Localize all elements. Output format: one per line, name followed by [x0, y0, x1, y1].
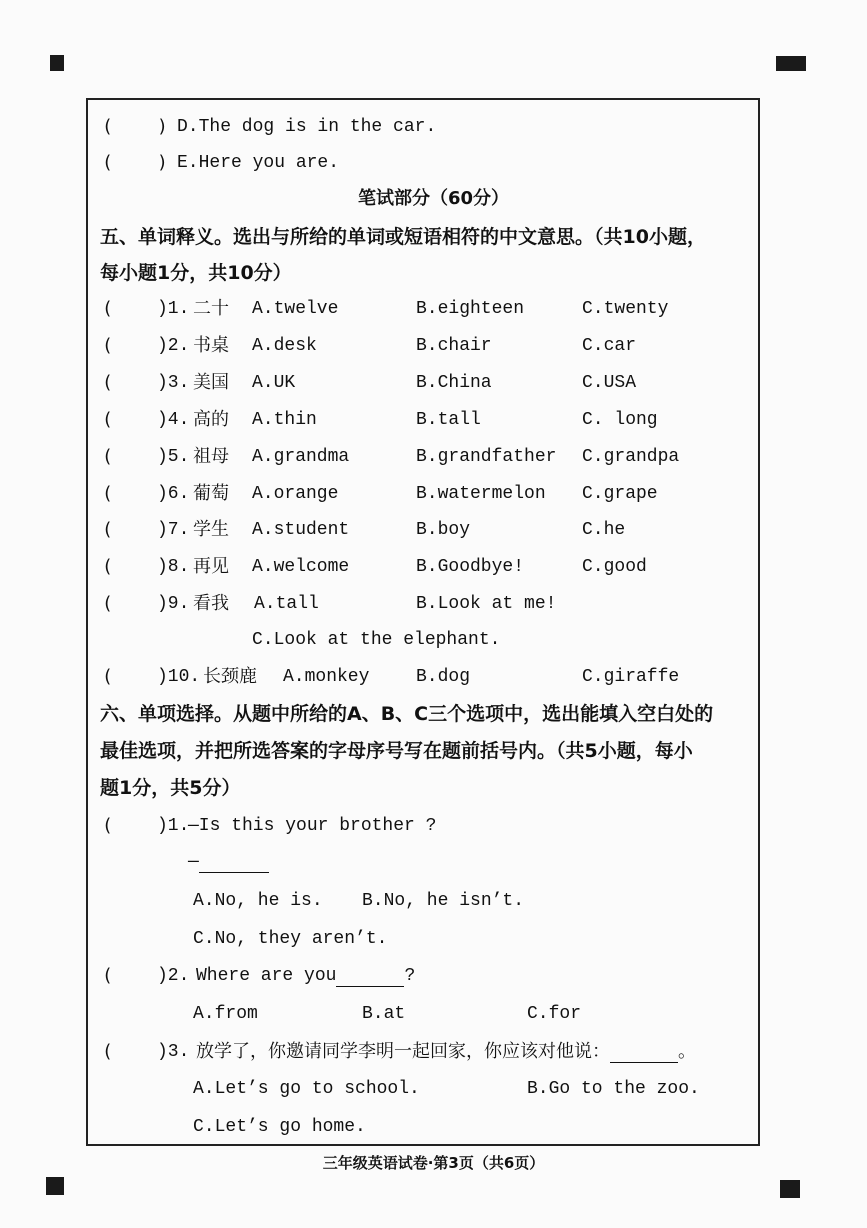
chinese-word: 长颈鹿: [203, 666, 257, 687]
option-a: A.Let’s go to school.: [193, 1079, 420, 1099]
option-c: C.good: [582, 557, 647, 577]
chinese-word: 美国: [193, 372, 229, 393]
option-b: B.Goodbye!: [416, 557, 525, 577]
option-a: A.UK: [252, 373, 296, 393]
written-part-heading: 笔试部分（60分）: [357, 188, 510, 209]
option-b: B.dog: [416, 667, 471, 687]
registration-mark-bottom-right: [780, 1180, 800, 1198]
option-c: C.Let’s go home.: [193, 1117, 366, 1137]
question-number: )9.: [157, 594, 190, 614]
answer-paren-open: (: [102, 152, 113, 173]
answer-paren-open: (: [102, 116, 113, 137]
option-b: B.eighteen: [416, 299, 525, 319]
answer-paren-open: (: [102, 593, 113, 614]
answer-blank-line: —: [188, 851, 269, 873]
option-a: A.No, he is.: [193, 891, 323, 911]
answer-paren-open: (: [102, 1041, 113, 1062]
option-c: C.grandpa: [582, 447, 680, 467]
option-d-text: D.The dog is in the car.: [177, 117, 437, 137]
answer-paren-open: (: [102, 335, 113, 356]
section5-title-line1: 五、单词释义。选出与所给的单词或短语相符的中文意思。（共10小题，: [100, 226, 706, 248]
option-c: C.he: [582, 520, 626, 540]
option-b: B.No, he isn’t.: [362, 891, 525, 911]
option-a: A.student: [252, 520, 350, 540]
chinese-word: 再见: [193, 556, 229, 577]
option-b: B.grandfather: [416, 447, 557, 467]
answer-paren-close: ): [157, 152, 168, 173]
question-number: )1.: [157, 816, 190, 836]
option-a: A.from: [193, 1004, 258, 1024]
option-b: B.tall: [416, 410, 481, 430]
chinese-word: 祖母: [193, 446, 229, 467]
chinese-word: 书桌: [193, 335, 229, 356]
option-a: A.grandma: [252, 447, 350, 467]
option-c: C.car: [582, 336, 637, 356]
registration-mark-bottom-left: [46, 1177, 64, 1195]
option-c: C.No, they aren’t.: [193, 929, 388, 949]
option-a: A.thin: [252, 410, 317, 430]
answer-paren-open: (: [102, 519, 113, 540]
option-a: A.desk: [252, 336, 317, 356]
option-a: A.orange: [252, 484, 339, 504]
question-number: )4.: [157, 410, 190, 430]
question-number: )8.: [157, 557, 190, 577]
option-c: C.Look at the elephant.: [252, 630, 501, 650]
chinese-word: 二十: [193, 298, 229, 319]
chinese-word: 葡萄: [193, 483, 229, 504]
option-a: A.monkey: [283, 667, 370, 687]
answer-paren-open: (: [102, 298, 113, 319]
section6-title-line2: 最佳选项，并把所选答案的字母序号写在题前括号内。（共5小题，每小: [100, 740, 693, 762]
question-number: )7.: [157, 520, 190, 540]
option-a: A.tall: [254, 594, 319, 614]
exam-page-frame: [86, 98, 760, 1146]
question-number: )2.: [157, 336, 190, 356]
option-e-text: E.Here you are.: [177, 153, 340, 173]
section6-title-line3: 题1分，共5分）: [100, 777, 241, 799]
answer-paren-open: (: [102, 409, 113, 430]
option-b: B.boy: [416, 520, 471, 540]
answer-paren-open: (: [102, 666, 113, 687]
section5-title-line2: 每小题1分，共10分）: [100, 262, 292, 284]
option-b: B.Go to the zoo.: [527, 1079, 700, 1099]
option-b: B.Look at me!: [416, 594, 557, 614]
option-c: C.grape: [582, 484, 658, 504]
option-c: C.for: [527, 1004, 582, 1024]
registration-mark-top-right: [776, 56, 806, 71]
question-text: —Is this your brother ?: [188, 816, 437, 836]
answer-paren-open: (: [102, 446, 113, 467]
registration-mark-top-left: [50, 55, 64, 71]
question-text: Where are you ?: [196, 966, 416, 986]
option-b: B.China: [416, 373, 492, 393]
option-b: B.chair: [416, 336, 492, 356]
option-a: A.twelve: [252, 299, 339, 319]
question-number: )5.: [157, 447, 190, 467]
chinese-word: 高的: [193, 409, 229, 430]
answer-paren-close: ): [157, 116, 168, 137]
answer-paren-open: (: [102, 483, 113, 504]
chinese-word: 学生: [193, 519, 229, 540]
question-number: )10.: [157, 667, 201, 687]
question-number: )1.: [157, 299, 190, 319]
option-c: C. long: [582, 410, 658, 430]
option-b: B.watermelon: [416, 484, 546, 504]
option-a: A.welcome: [252, 557, 350, 577]
chinese-word: 看我: [193, 593, 229, 614]
option-b: B.at: [362, 1004, 406, 1024]
answer-paren-open: (: [102, 965, 113, 986]
section6-title-line1: 六、单项选择。从题中所给的A、B、C三个选项中，选出能填入空白处的: [100, 703, 714, 725]
question-number: )6.: [157, 484, 190, 504]
question-number: )2.: [157, 966, 190, 986]
answer-paren-open: (: [102, 372, 113, 393]
question-text: 放学了，你邀请同学李明一起回家，你应该对他说： 。: [196, 1041, 696, 1062]
answer-paren-open: (: [102, 815, 113, 836]
option-c: C.giraffe: [582, 667, 680, 687]
option-c: C.twenty: [582, 299, 669, 319]
option-c: C.USA: [582, 373, 637, 393]
question-number: )3.: [157, 373, 190, 393]
answer-paren-open: (: [102, 556, 113, 577]
question-number: )3.: [157, 1042, 190, 1062]
page-footer: 三年级英语试卷·第3页（共6页）: [322, 1154, 545, 1172]
